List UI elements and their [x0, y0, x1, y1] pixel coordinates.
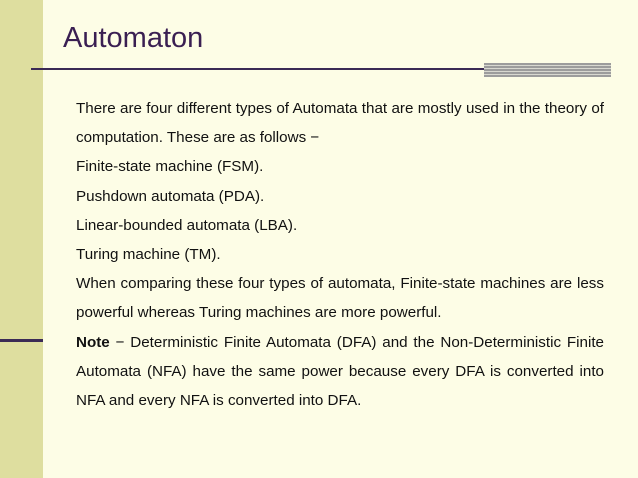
list-item-pda: Pushdown automata (PDA). [76, 187, 265, 205]
note-text: − Deterministic Finite Automata (DFA) and the Non-Deterministic Finite Automata (NFA) have the same power because every DFA is converted into NFA and every NFA is converted into DFA. [76, 333, 604, 410]
comparison-paragraph: When comparing these four types of automata, Finite-state machines are less powerful whereas Turing machines are more powerful. [76, 275, 604, 322]
slide-title: Automaton [63, 22, 204, 54]
slide-body [76, 94, 604, 415]
note-paragraph [76, 328, 604, 416]
left-accent-bar [0, 0, 43, 478]
note-label: Note [76, 333, 110, 351]
list-item-tm: Turing machine (TM). [76, 246, 221, 264]
list-item-fsm: Finite-state machine (FSM). [76, 158, 264, 176]
intro-paragraph: There are four different types of Automata that are mostly used in the theory of computation. These are as follows − [76, 100, 604, 147]
decorative-stripes [484, 63, 611, 77]
list-item-lba: Linear-bounded automata (LBA). [76, 216, 298, 234]
left-accent-line [0, 339, 43, 342]
